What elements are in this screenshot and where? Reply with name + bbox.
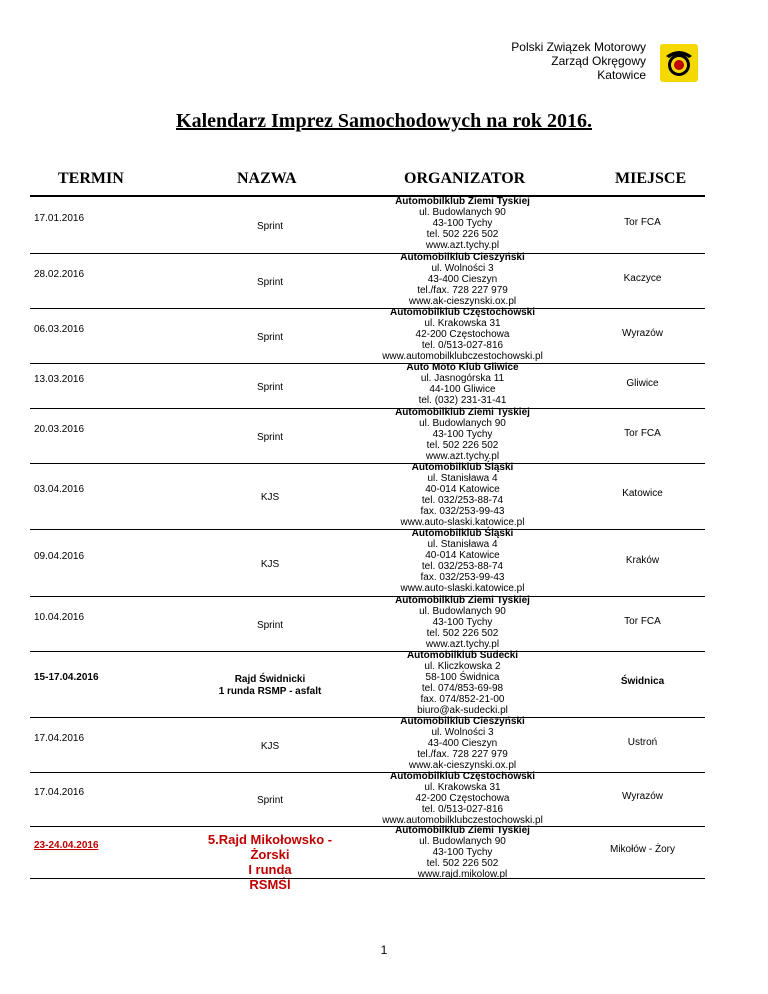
event-date: 17.01.2016 [34,213,85,224]
organizer-name: Automobilklub Ziemi Tyskiej [395,196,530,207]
organizer-detail: www.automobilklubczestochowski.pl [382,350,543,362]
organizer-name: Automobilklub Ziemi Tyskiej [395,407,530,418]
organizer-detail: www.auto-slaski.katowice.pl [400,582,525,594]
organizer-detail: tel. 502 226 502 [426,228,499,240]
organizer-detail: tel./fax. 728 227 979 [417,748,508,760]
event-place: Wyrazów [621,327,664,339]
organizer-detail: 43-100 Tychy [432,616,493,628]
table-row [30,363,705,408]
organizer-detail: ul. Budowlanych 90 [419,206,506,218]
table-row [30,197,705,253]
organizer-detail: 43-100 Tychy [432,428,493,440]
event-place: Wyrazów [621,791,664,802]
organizer-detail: www.azt.tychy.pl [425,450,500,462]
organizer [375,308,550,363]
event-place: Mikołów - Żory [609,844,675,855]
event-name [200,432,340,444]
event-name [200,277,340,289]
table-row [30,308,705,363]
event-name [200,382,340,394]
header-line: Zarząd Okręgowy [551,54,646,68]
organizer [375,408,550,463]
event-place: Ustroń [627,736,658,748]
organizer-detail: 43-100 Tychy [432,217,493,229]
organizer-name: Automobilklub Śląski [411,528,514,539]
table-row [30,529,705,596]
col-header-nazwa: NAZWA [237,170,297,187]
organizer-detail: tel. 0/513-027-816 [421,339,504,351]
organizer [375,596,550,651]
organizer-detail: ul. Krakowska 31 [424,781,501,793]
event-name-line: KJS [260,492,280,503]
organizer-detail: ul. Budowlanych 90 [419,417,506,429]
organizer-detail: ul. Stanisława 4 [427,538,498,550]
organizer [375,363,550,407]
table-row [30,463,705,529]
event-name [200,620,340,632]
event-name-line: 5.Rajd Mikołowsko - Żorski [207,831,333,862]
organizer-detail: www.automobilklubczestochowski.pl [382,814,543,826]
event-date: 10.04.2016 [34,611,85,623]
organizer-detail: fax. 032/253-99-43 [420,505,505,517]
organizer-detail: ul. Wolności 3 [431,262,494,274]
organizer-name: Auto Moto Klub Gliwice [406,362,519,373]
event-date: 15-17.04.2016 [34,672,99,683]
event-place: Katowice [622,488,663,499]
event-date: 23-24.04.2016 [34,840,99,851]
event-name-line: Rajd Świdnicki [234,674,306,685]
header-line: Katowice [597,68,646,82]
organizer-detail: ul. Budowlanych 90 [419,605,506,617]
event-name [200,795,340,807]
event-date: 09.04.2016 [34,550,85,562]
organizer-detail: 58-100 Świdnica [425,671,500,683]
event-name-line: Sprint [256,381,284,393]
event-name [200,741,340,753]
organizer-detail: 43-400 Cieszyn [427,737,498,749]
organizer-detail: 44-100 Gliwice [429,383,496,395]
organizer [375,529,550,594]
event-name-line: Sprint [256,221,284,232]
organizer-detail: 43-400 Cieszyn [427,273,498,285]
organizer-detail: ul. Jasnogórska 11 [420,372,505,384]
organizer-name: Automobilklub Śląski [411,462,514,473]
event-date: 20.03.2016 [34,423,85,435]
organizer-detail: www.rajd.mikolow.pl [417,868,508,880]
event-place: Kraków [625,554,660,566]
organizer-detail: ul. Stanisława 4 [427,472,498,484]
event-name [200,332,340,344]
pzm-logo [660,44,698,82]
organizer-detail: ul. Wolności 3 [431,726,494,738]
organizer-detail: tel. 502 226 502 [426,857,499,869]
table-row [30,408,705,463]
event-place: Kaczyce [623,272,662,284]
event-place: Świdnica [620,676,665,687]
organizer-detail: www.azt.tychy.pl [425,638,500,650]
event-name-line: Sprint [256,431,284,443]
event-name-line: 1 runda RSMP - asfalt [218,686,322,697]
organizer-detail: 43-100 Tychy [432,846,493,858]
organizer-detail: tel. 032/253-88-74 [421,560,504,572]
organizer-name: Automobilklub Cieszyński [400,252,525,263]
organizer-detail: tel. 502 226 502 [426,627,499,639]
col-header-organizator: ORGANIZATOR [404,170,526,187]
organizer-detail: 40-014 Katowice [425,483,500,495]
organizer [375,463,550,528]
event-name-line: Sprint [256,276,284,288]
event-name-line: I runda [248,861,292,877]
col-header-miejsce: MIEJSCE [615,170,687,187]
event-name [200,492,340,504]
organizer-detail: www.ak-cieszynski.ox.pl [408,295,517,307]
event-name-line: Sprint [256,331,284,343]
table-row [30,651,705,717]
table-row [30,253,705,308]
organizer-detail: tel. 0/513-027-816 [421,803,504,815]
event-date: 17.04.2016 [34,732,85,744]
organizer [375,772,550,827]
organizer-detail: tel. 502 226 502 [426,439,499,451]
organizer-detail: ul. Krakowska 31 [424,317,501,329]
organizer [375,826,550,881]
header-line: Polski Związek Motorowy [511,40,646,54]
event-place: Gliwice [626,377,659,389]
event-place: Tor FCA [624,217,661,228]
row-divider [30,878,705,879]
event-name [200,221,340,233]
organizer-detail: biuro@ak-sudecki.pl [417,704,508,716]
organizer-name: Automobilklub Częstochowski [389,771,535,782]
event-place: Tor FCA [624,427,661,439]
event-date: 17.04.2016 [34,787,85,798]
organizer-detail: www.azt.tychy.pl [425,239,500,251]
col-header-termin: TERMIN [58,170,124,187]
header-org [511,40,646,82]
organizer [375,197,550,252]
event-date: 13.03.2016 [34,373,85,385]
event-date: 06.03.2016 [34,323,85,335]
organizer [375,253,550,308]
organizer [375,651,550,716]
organizer-detail: fax. 074/852-21-00 [420,693,505,705]
organizer-detail: www.auto-slaski.katowice.pl [400,516,525,528]
organizer-detail: www.ak-cieszynski.ox.pl [408,759,517,771]
page-number: 1 [380,943,388,957]
organizer-detail: 40-014 Katowice [425,549,500,561]
event-name-line: KJS [260,740,280,752]
event-name-line: Sprint [256,619,284,631]
event-date: 28.02.2016 [34,268,85,280]
organizer-detail: 42-200 Częstochowa [415,792,510,804]
event-date: 03.04.2016 [34,484,85,495]
organizer-detail: ul. Kliczkowska 2 [424,660,501,672]
event-name-line: RSMŚl [249,876,291,892]
organizer-detail: 42-200 Częstochowa [415,328,510,340]
organizer-detail: fax. 032/253-99-43 [420,571,505,583]
table-row [30,825,705,892]
organizer-name: Automobilklub Ziemi Tyskiej [395,595,530,606]
organizer-name: Automobilklub Częstochowski [389,307,535,318]
organizer-detail: tel. (032) 231-31-41 [418,394,507,406]
page-title: Kalendarz Imprez Samochodowych na rok 2016. [176,110,592,132]
event-name-line: KJS [260,558,280,570]
event-name [200,832,340,892]
organizer-detail: tel./fax. 728 227 979 [417,284,508,296]
organizer [375,717,550,772]
organizer-name: Automobilklub Cieszyński [400,716,525,727]
event-name [200,674,340,698]
organizer-detail: tel. 032/253-88-74 [421,494,504,506]
event-name-line: Sprint [256,795,284,806]
organizer-detail: ul. Budowlanych 90 [419,835,506,847]
table-row [30,772,705,826]
table-row [30,596,705,651]
table-row [30,717,705,772]
organizer-detail: tel. 074/853-69-98 [421,682,504,694]
event-place: Tor FCA [624,615,661,627]
organizer-name: Automobilklub Ziemi Tyskiej [395,825,530,836]
event-name [200,559,340,571]
organizer-name: Automobilklub Sudecki [406,650,519,661]
